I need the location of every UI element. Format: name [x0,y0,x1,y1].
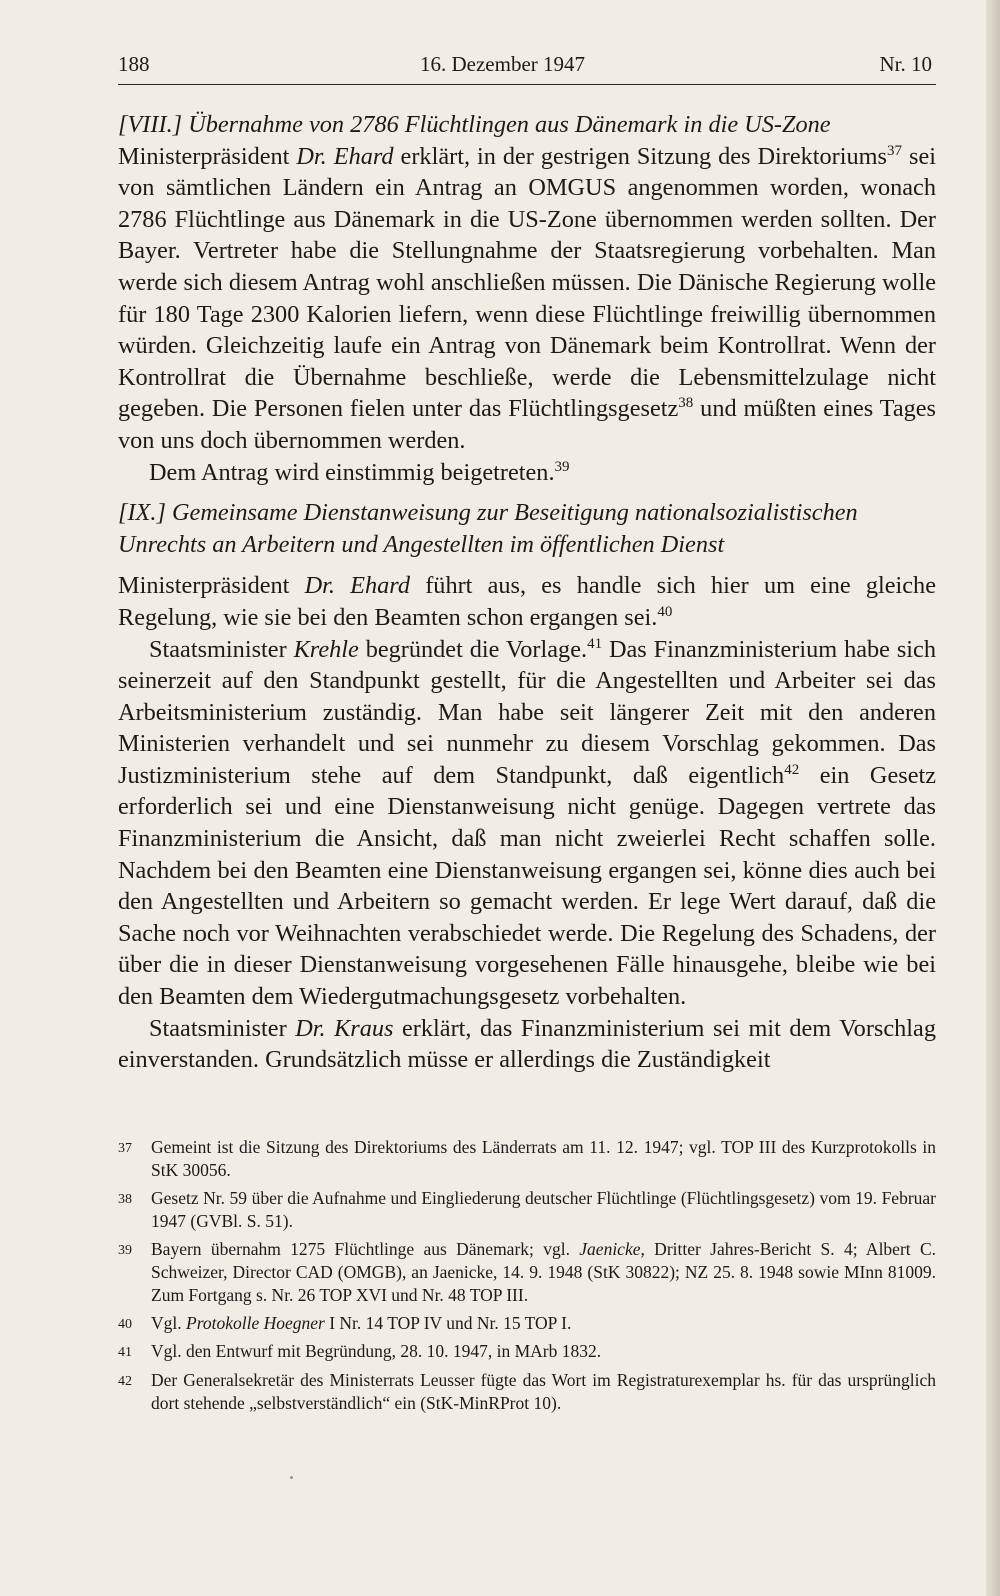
text: , Dritter Jahres-Bericht S. 4; Albert C. Schweizer, Director CAD (OMGB), an Jaenicke, 14. 9. 1948 (StK 30822); NZ 25. 8. 1948 sowie MInn 81009. Zum Fortgang s. Nr. 26 TOP XVI und Nr. 48 TOP III. [151,1238,937,1306]
footnote-ref[interactable]: 37 [887,142,903,159]
footnote-text: Gemeint ist die Sitzung des Direktoriums des Länderrats am 11. 12. 1947; vgl. TOP III des Kurzprotokolls in StK 30056. [151,1137,936,1181]
spacer [118,488,936,497]
footnotes [118,1136,936,1419]
text: Ministerpräsident [118,142,297,170]
footnote-number: 37 [118,1141,132,1156]
footnote-ref[interactable]: 41 [587,635,603,652]
text: Vgl. [151,1312,186,1333]
footnote-number: 40 [118,1316,132,1332]
footnote-ref[interactable]: 38 [678,395,694,412]
section-number: [VIII.] [118,111,183,138]
footnote-text: Der Generalsekretär des Ministerrats Leusser fügte das Wort im Registraturexemplar hs. für das ursprünglich dort stehende „selbstverständlich“ ein (StK-MinRProt 10). [151,1369,936,1414]
footnote-ref[interactable]: 39 [554,458,570,475]
text: erklärt, in der gestrigen Sitzung des Direktoriums [393,142,888,170]
text: Dem Antrag wird einstimmig beigetreten. [149,458,555,486]
footnote-number: 42 [118,1373,132,1389]
footnote-text [151,1312,936,1336]
text: erklärt, das Finanzministerium sei mit dem Vorschlag einverstanden. Grundsätzlich müsse er allerdings die Zuständigkeit [118,1014,936,1074]
paragraph [118,634,936,1013]
text: Staatsminister [149,635,294,663]
text: Staatsminister [149,1014,296,1042]
paragraph [118,570,936,633]
text: ein Gesetz erforderlich sei und eine Dienstanweisung nicht genüge. Dagegen vertrete das Finanzministerium die Ansicht, daß man nicht zweierlei Recht schaffen solle. Nachdem bei den Beamten eine Dienstanweisung ergangen sei, könne dies auch bei den Angestellten und Arbeitern so gemacht werden. Er lege Wert darauf, daß die Sache noch vor Weihnachten verabschiedet werde. Die Regelung des Schadens, der über die in dieser Dienstanweisung vorgesehenen Fälle hinausgehe, bleibe wie bei den Beamten dem Wiedergutmachungsgesetz vorbehalten. [118,761,937,1011]
paper-speck [290,1476,293,1479]
footnote-number: 39 [118,1242,132,1258]
document-number: Nr. 10 [879,52,932,76]
text: führt aus, es handle sich hier um eine gleiche Regelung, wie sie bei den Beamten schon ergangen sei. [118,572,936,631]
footnote [118,1312,936,1336]
paragraph [118,141,936,457]
footnote-number: 41 [118,1345,132,1361]
footnote [118,1238,936,1308]
person-name: Dr. Kraus [295,1014,394,1042]
section-title: Übernahme von 2786 Flüchtlingen aus Dänemark in die US-Zone [188,111,831,138]
section-heading-8 [118,109,936,141]
text: und müßten eines Tages von uns doch übernommen werden. [118,395,936,454]
section-number: [IX.] [118,499,166,527]
text: I Nr. 14 TOP IV und Nr. 15 TOP I. [324,1312,572,1333]
footnote-text: Gesetz Nr. 59 über die Aufnahme und Eingliederung deutscher Flüchtlinge (Flüchtlingsgesetz) vom 19. Februar 1947 (GVBl. S. 51). [151,1187,936,1232]
footnote-ref[interactable]: 40 [657,603,673,620]
text: Das Finanzministerium habe sich seinerzeit auf den Standpunkt gestellt, für die Angestellten und Arbeiter sei das Arbeitsministerium zuständig. Man habe seit längerer Zeit mit den anderen Ministerien verhandelt und sei nunmehr zu diesem Vorschlag gekommen. Das Justizministerium stehe auf dem Standpunkt, daß eigentlich [118,635,936,789]
spacer [118,560,936,570]
page-edge [986,0,1000,1596]
text: begründet die Vorlage. [358,635,588,663]
footnote [118,1187,936,1234]
text: sei von sämtlichen Ländern ein Antrag an OMGUS angenommen worden, wonach 2786 Flüchtlinge aus Dänemark in die US-Zone übernommen werden sollten. Der Bayer. Vertreter habe die Stellungnahme der Staatsregierung vorbehalten. Man werde sich diesem Antrag wohl anschließen müssen. Die Dänische Regierung wolle für 180 Tage 2300 Kalorien liefern, wenn diese Flüchtlinge freiwillig übernommen würden. Gleichzeitig laufe ein Antrag von Dänemark beim Kontrollrat. Wenn der Kontrollrat die Übernahme beschließe, werde die Lebensmittelzulage nicht gegeben. Die Personen fielen unter das Flüchtlingsgesetz [118,142,936,423]
paragraph [118,1013,936,1076]
text: Ministerpräsident [118,572,305,600]
footnote-text [151,1238,936,1308]
person-name: Dr. Ehard [304,572,411,600]
section-title: Gemeinsame Dienstanweisung zur Beseitigung nationalsozialistischen Unrechts an Arbeitern und Angestellten im öffentlichen Dienst [118,499,858,558]
person-name: Dr. Ehard [296,142,394,170]
publication-title: Protokolle Hoegner [186,1312,325,1333]
main-text [118,109,936,1076]
running-header [118,50,936,85]
footnote [118,1340,936,1364]
person-name: Krehle [293,635,359,663]
footnote [118,1136,936,1183]
page-number: 188 [118,52,150,76]
footnote-number: 38 [118,1191,132,1207]
footnote-ref[interactable]: 42 [784,761,800,778]
footnote-text: Vgl. den Entwurf mit Begründung, 28. 10. 1947, in MArb 1832. [151,1341,602,1362]
section-heading-9 [118,497,936,560]
paragraph [118,457,936,489]
text: Bayern übernahm 1275 Flüchtlinge aus Dänemark; vgl. [151,1238,580,1259]
footnote [118,1369,936,1416]
author-name: Jaenicke [579,1238,641,1259]
header-date: 16. Dezember 1947 [420,52,586,76]
